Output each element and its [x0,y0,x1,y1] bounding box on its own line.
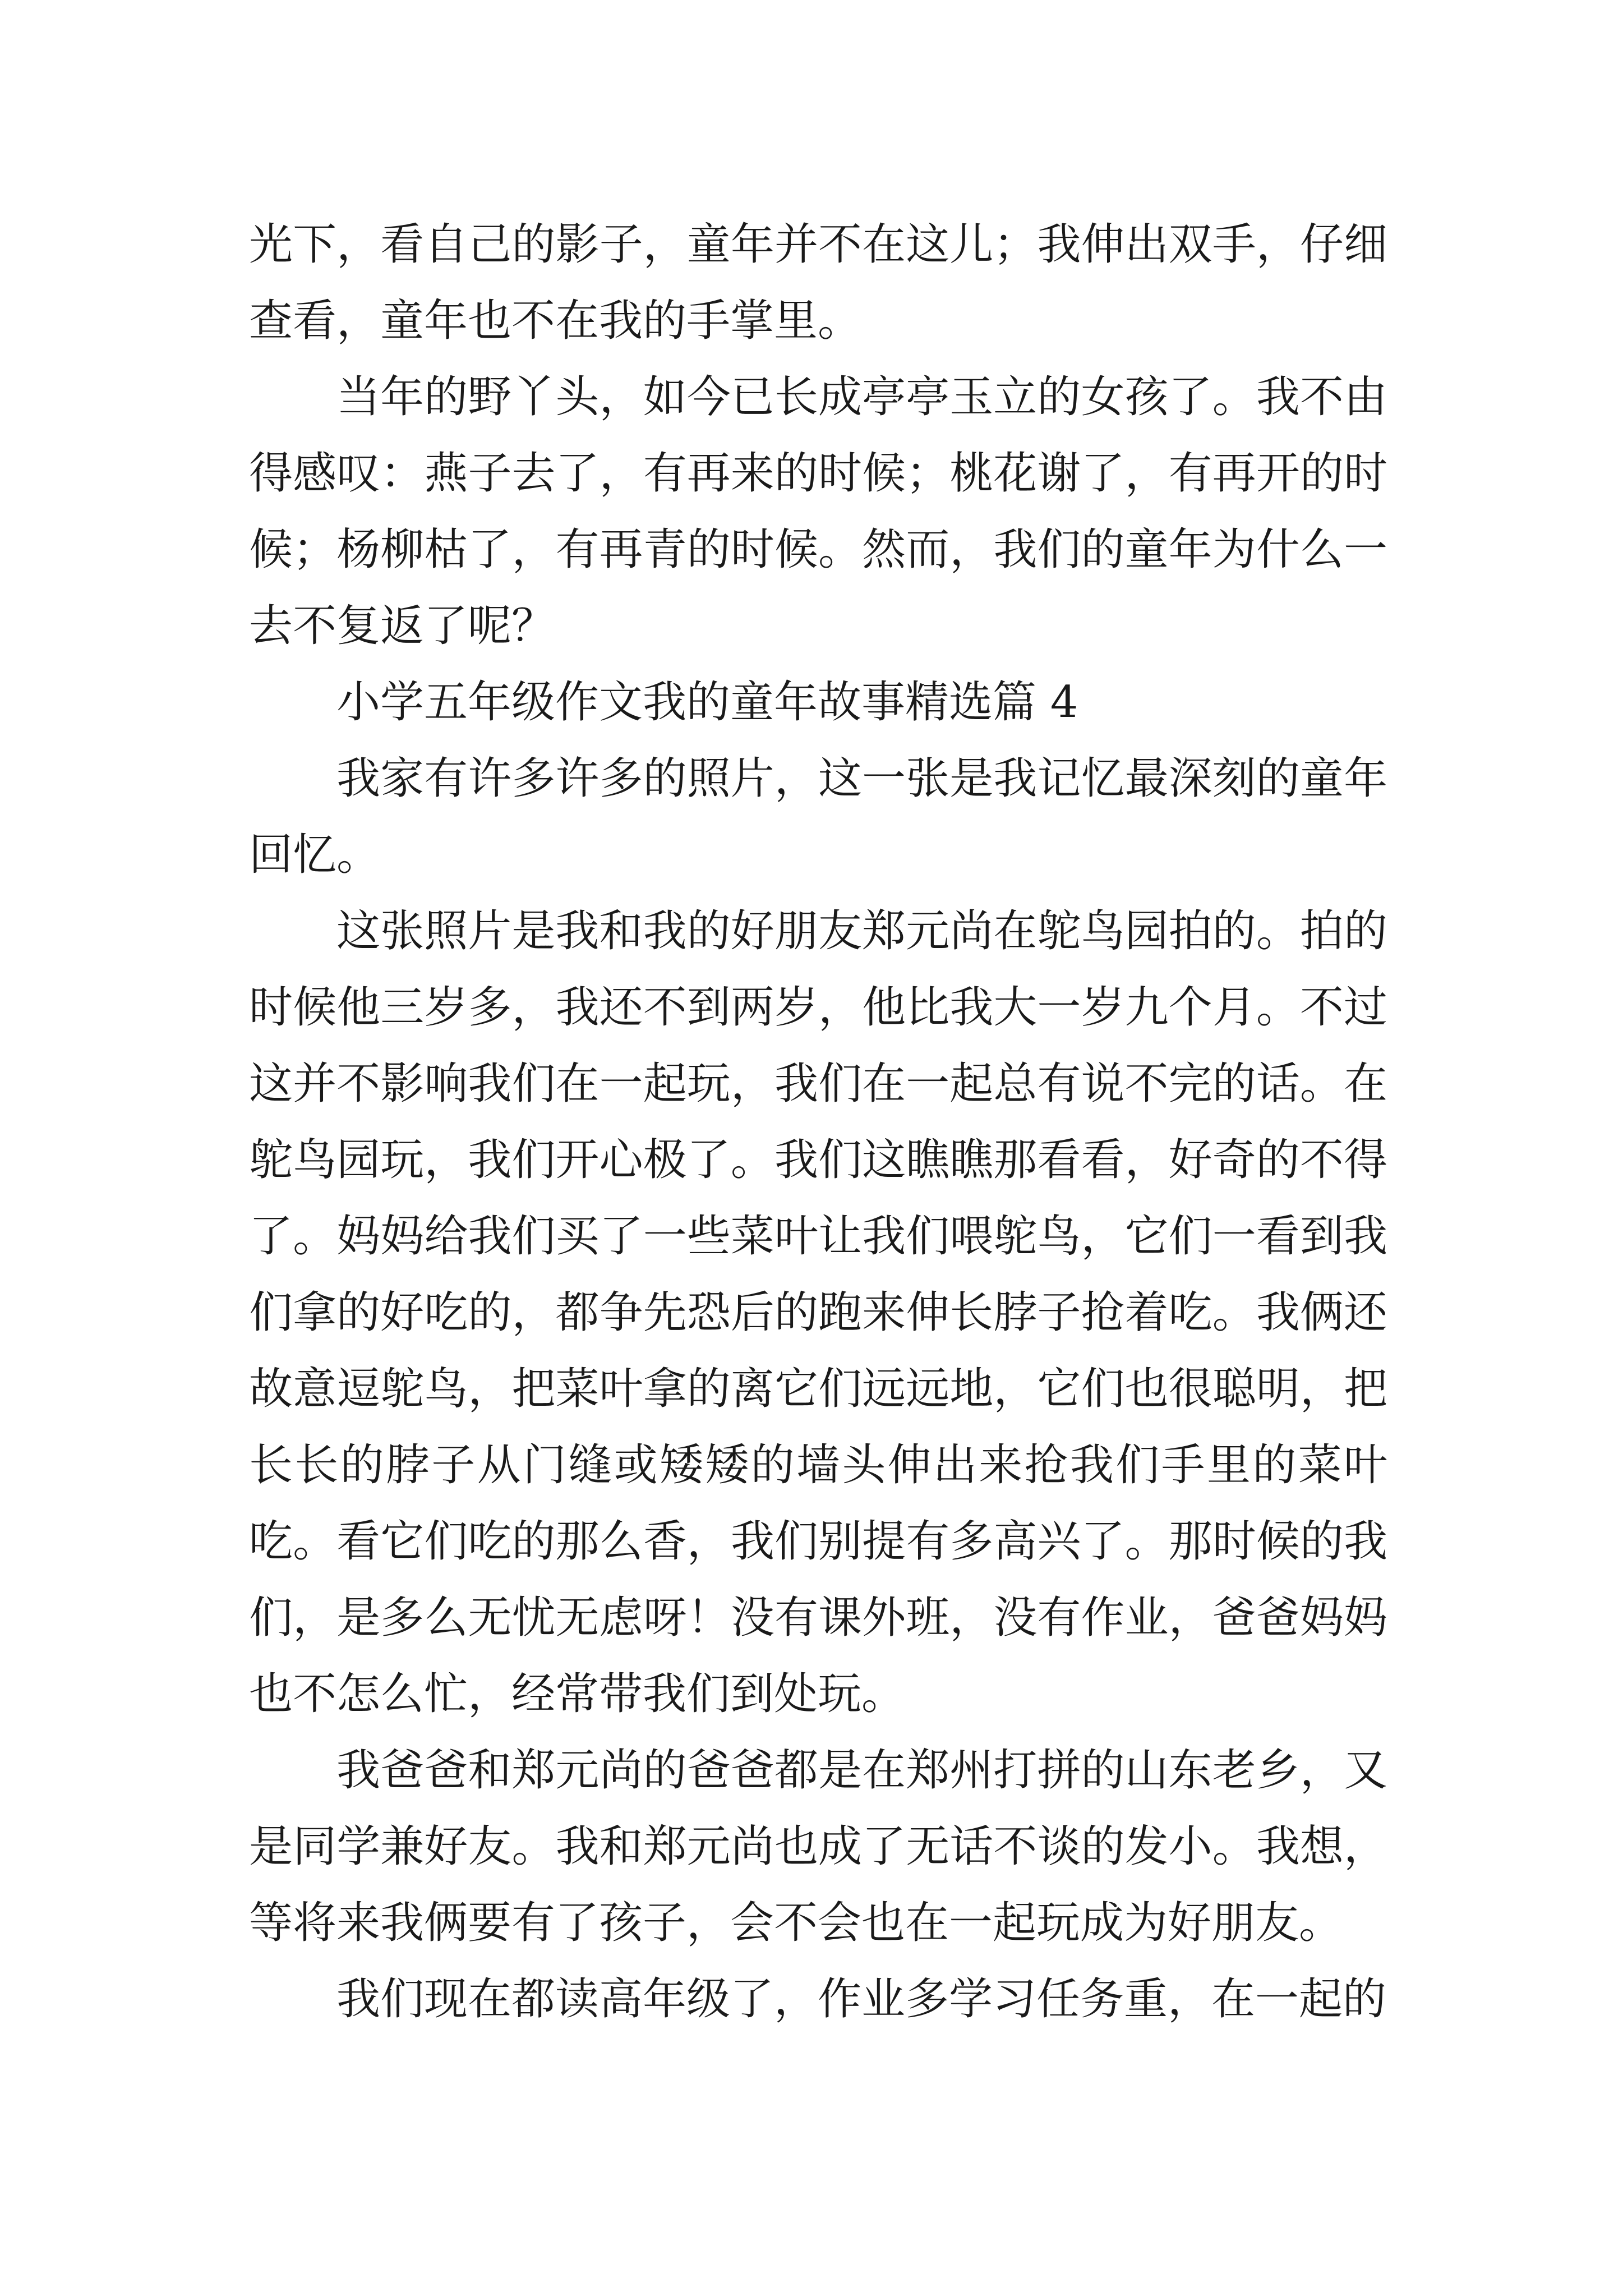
paragraph-1: 光下，看自己的影子，童年并不在这儿；我伸出双手，仔细查看，童年也不在我的手掌里。 [249,219,1387,346]
paragraph-6: 我们现在都读高年级了，作业多学习任务重，在一起的 [336,1974,1387,2024]
paragraph-3: 我家有许多许多的照片，这一张是我记忆最深刻的童年回忆。 [249,753,1387,880]
document-page [249,206,1387,2037]
paragraph-5: 我爸爸和郑元尚的爸爸都是在郑州打拼的山东老乡，又是同学兼好友。我和郑元尚也成了无话不谈的发小。我想，等将来我俩要有了孩子，会不会也在一起玩成为好朋友。 [249,1745,1387,1948]
paragraph-4: 这张照片是我和我的好朋友郑元尚在鸵鸟园拍的。拍的时候他三岁多，我还不到两岁，他比我大一岁九个月。不过这并不影响我们在一起玩，我们在一起总有说不完的话。在鸵鸟园玩，我们开心极了。我们这瞧瞧那看看，好奇的不得了。妈妈给我们买了一些菜叶让我们喂鸵鸟，它们一看到我们拿的好吃的，都争先恐后的跑来伸长脖子抢着吃。我俩还故意逗鸵鸟，把菜叶拿的离它们远远地，它们也很聪明，把长长的脖子从门缝或矮矮的墙头伸出来抢我们手里的菜叶吃。看它们吃的那么香，我们别提有多高兴了。那时候的我们，是多么无忧无虑呀！没有课外班，没有作业，爸爸妈妈也不怎么忙，经常带我们到处玩。 [249,906,1387,1719]
paragraph-2: 当年的野丫头，如今已长成亭亭玉立的女孩了。我不由得感叹：燕子去了，有再来的时候；桃花谢了，有再开的时候；杨柳枯了，有再青的时候。然而，我们的童年为什么一去不复返了呢？ [249,372,1387,651]
section-heading: 小学五年级作文我的童年故事精选篇 4 [336,677,1078,728]
